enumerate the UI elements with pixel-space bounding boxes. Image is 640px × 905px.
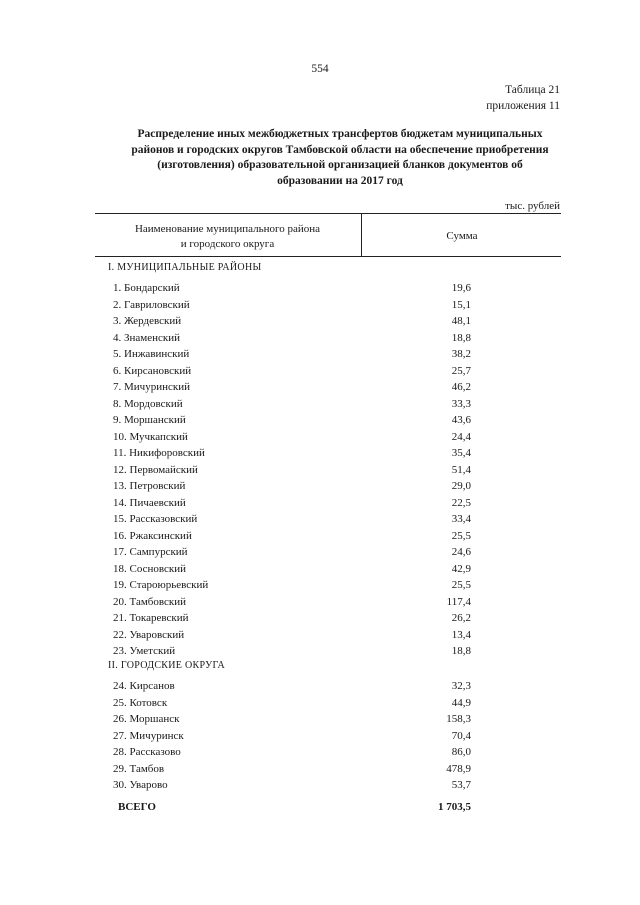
row-label: 23. Уметский: [113, 645, 176, 657]
table-row: [0, 546, 640, 562]
table-row: [0, 431, 640, 447]
table-row: [0, 480, 640, 496]
row-label: 9. Моршанский: [113, 414, 186, 426]
row-value: 48,1: [451, 315, 471, 327]
row-value: 478,9: [446, 762, 471, 775]
table-row: [0, 763, 640, 779]
row-label: 20. Тамбовский: [113, 595, 187, 608]
document-title: [110, 127, 570, 189]
table-row: [0, 299, 640, 315]
total-value: 1 703,5: [438, 801, 471, 813]
table-row: [0, 697, 640, 713]
row-value: 25,5: [451, 579, 471, 591]
table-row: [0, 629, 640, 645]
row-value: 25,7: [451, 364, 471, 377]
row-value: 29,0: [451, 480, 471, 492]
table-row: [0, 315, 640, 331]
total-label: ВСЕГО: [118, 801, 156, 813]
row-value: 46,2: [451, 381, 471, 393]
row-value: 24,6: [451, 546, 471, 558]
row-value: 53,7: [451, 779, 471, 791]
title-line-4: образовании на 2017 год: [277, 174, 403, 187]
table-row: [0, 680, 640, 696]
row-value: 32,3: [451, 680, 471, 692]
row-label: 26. Моршанск: [113, 713, 180, 725]
row-label: 22. Уваровский: [113, 628, 185, 641]
row-value: 13,4: [451, 628, 471, 641]
row-label: 6. Кирсановский: [113, 364, 192, 377]
table-row: [0, 381, 640, 397]
row-label: 7. Мичуринский: [113, 381, 190, 393]
row-label: 30. Уварово: [113, 779, 168, 791]
row-label: 8. Мордовский: [113, 397, 183, 410]
row-label: 29. Тамбов: [113, 762, 165, 775]
row-label: 10. Мучкапский: [113, 430, 188, 443]
section-title-districts: I. МУНИЦИПАЛЬНЫЕ РАЙОНЫ: [108, 262, 262, 273]
table-row: [0, 513, 640, 529]
row-value: 42,9: [451, 562, 471, 575]
row-value: 33,3: [451, 397, 471, 410]
column-header-name-line1: Наименование муниципального района: [134, 223, 321, 235]
table-ref-line2: приложения 11: [486, 100, 560, 112]
column-header-name-line2: и городского округа: [180, 238, 275, 250]
row-label: 28. Рассказово: [113, 746, 181, 758]
row-value: 18,8: [451, 331, 471, 344]
table-row: [0, 447, 640, 463]
table-row: [0, 530, 640, 546]
table-row: [0, 282, 640, 298]
row-value: 35,4: [451, 447, 471, 459]
row-value: 158,3: [446, 713, 471, 725]
row-label: 1. Бондарский: [113, 282, 180, 294]
row-label: 14. Пичаевский: [113, 496, 186, 509]
row-value: 33,4: [451, 513, 471, 525]
table-row: [0, 645, 640, 661]
row-label: 12. Первомайский: [113, 463, 198, 476]
table-row: [0, 563, 640, 579]
row-label: 16. Ржаксинский: [113, 529, 192, 542]
table-row: [0, 579, 640, 595]
row-label: 2. Гавриловский: [113, 298, 190, 311]
row-value: 43,6: [451, 414, 471, 426]
row-value: 51,4: [451, 463, 471, 476]
table-row: [0, 332, 640, 348]
row-value: 24,4: [451, 430, 471, 443]
page-number: 554: [311, 63, 329, 75]
row-value: 44,9: [451, 696, 471, 709]
row-label: 18. Сосновский: [113, 562, 187, 575]
row-label: 27. Мичуринск: [113, 729, 184, 742]
row-value: 18,8: [451, 645, 471, 657]
row-label: 24. Кирсанов: [113, 680, 175, 692]
table-row: [0, 779, 640, 795]
table-row: [0, 612, 640, 628]
table-row: [0, 730, 640, 746]
column-header-name: [110, 222, 345, 252]
row-value: 22,5: [451, 496, 471, 509]
row-value: 26,2: [451, 612, 471, 624]
row-value: 70,4: [451, 729, 471, 742]
row-label: 11. Никифоровский: [113, 447, 205, 459]
table-row: [0, 746, 640, 762]
row-label: 17. Сампурский: [113, 546, 188, 558]
unit-label: тыс. рублей: [505, 200, 560, 212]
table-row: [0, 713, 640, 729]
table-row: [0, 348, 640, 364]
row-label: 19. Староюрьевский: [113, 579, 209, 591]
title-line-3: (изготовления) образовательной организацией бланков документов об: [157, 159, 523, 171]
title-line-2: районов и городских округов Тамбовской области на обеспечение приобретения: [131, 143, 549, 156]
section-title-city-districts: II. ГОРОДСКИЕ ОКРУГА: [108, 660, 226, 671]
column-header-sum: Сумма: [446, 230, 478, 242]
row-label: 21. Токаревский: [113, 612, 189, 624]
table-header-rule: [95, 256, 561, 257]
row-label: 13. Петровский: [113, 480, 186, 492]
row-label: 5. Инжавинский: [113, 348, 190, 360]
table-reference: [486, 82, 560, 114]
row-label: 25. Котовск: [113, 696, 168, 709]
row-value: 15,1: [451, 298, 471, 311]
table-row: [0, 414, 640, 430]
row-label: 3. Жердевский: [113, 315, 182, 327]
table-row: [0, 497, 640, 513]
row-value: 38,2: [451, 348, 471, 360]
table-row: [0, 596, 640, 612]
table-row: [0, 365, 640, 381]
row-value: 86,0: [451, 746, 471, 758]
row-label: 4. Знаменский: [113, 331, 181, 344]
row-label: 15. Рассказовский: [113, 513, 198, 525]
row-value: 19,6: [451, 282, 471, 294]
table-row: [0, 464, 640, 480]
title-line-1: Распределение иных межбюджетных трансфертов бюджетам муниципальных: [137, 128, 543, 140]
row-value: 117,4: [446, 595, 471, 608]
row-value: 25,5: [451, 529, 471, 542]
table-row: [0, 398, 640, 414]
total-row: [0, 801, 640, 817]
table-top-rule: [95, 213, 561, 214]
table-ref-line1: Таблица 21: [505, 84, 560, 96]
